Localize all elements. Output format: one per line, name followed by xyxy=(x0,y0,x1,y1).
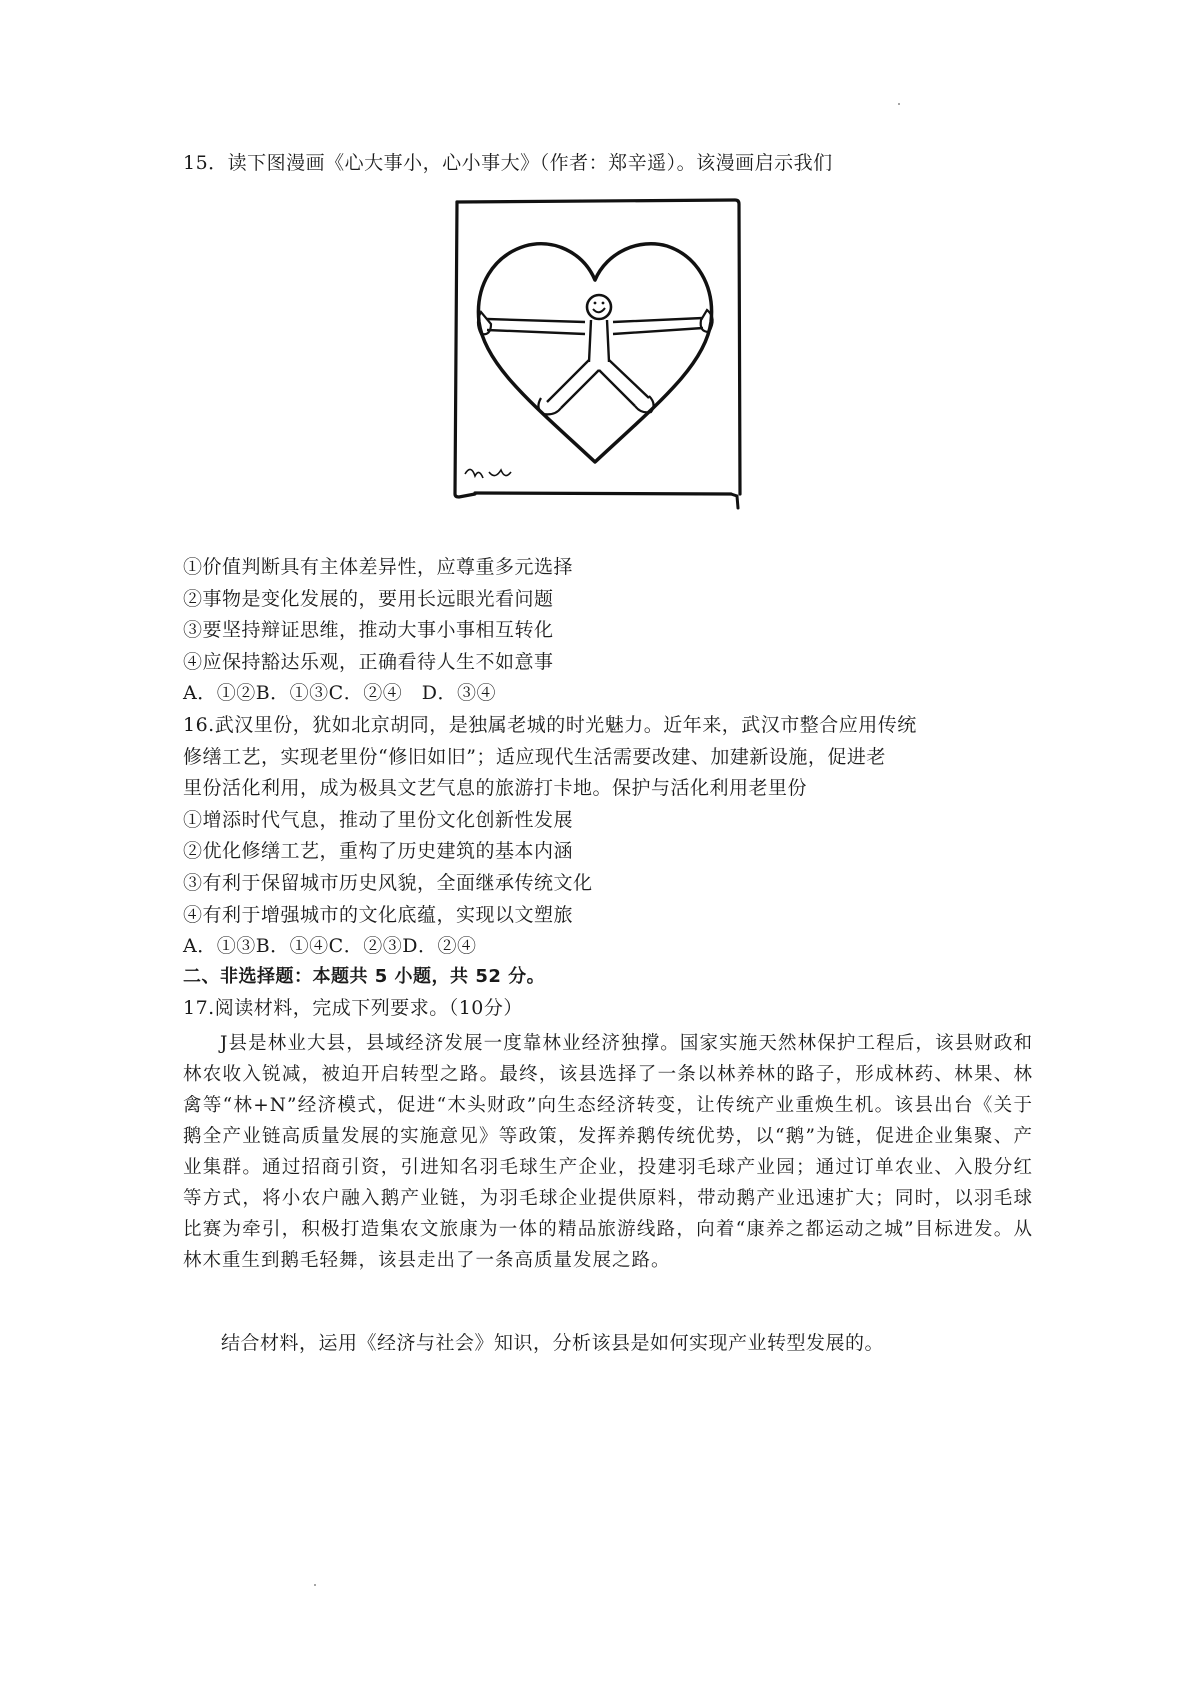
artist-signature xyxy=(465,469,511,478)
q16-stem-line-1: 16.武汉里份，犹如北京胡同，是独属老城的时光魅力。近年来，武汉市整合应用传统 xyxy=(183,714,917,736)
q17-stem: 17.阅读材料，完成下列要求。（10分） xyxy=(183,997,523,1019)
figure-torso xyxy=(589,320,609,362)
q15-option-3: ③要坚持辩证思维，推动大事小事相互转化 xyxy=(183,619,554,641)
figure-right-arm xyxy=(613,318,703,334)
figure-right-leg xyxy=(599,360,649,406)
q17-material xyxy=(183,1028,1033,1276)
cartoon-heart-figure xyxy=(435,194,755,512)
figure-left-arm xyxy=(487,319,585,334)
cartoon-frame-left xyxy=(455,202,475,497)
speck-mark xyxy=(898,103,900,105)
heart-outline xyxy=(478,244,711,462)
speck-mark-bottom xyxy=(314,1584,316,1586)
figure-smile xyxy=(593,308,605,312)
figure-left-leg xyxy=(547,360,599,408)
q17-material-text: J县是林业大县，县域经济发展一度靠林业经济独撑。国家实施天然林保护工程后，该县财政和林农收入锐减，被迫开启转型之路。最终，该县选择了一条以林养林的路子，形成林药、林果、林禽等“林+N”经济模式，促进“木头财政”向生态经济转变，让传统产业重焕生机。该县出台《关于鹅全产业链高质量发展的实施意见》等政策，发挥养鹅传统优势，以“鹅”为链，促进企业集聚、产业集群。通过招商引资，引进知名羽毛球生产企业，投建羽毛球产业园；通过订单农业、入股分红等方式，将小农户融入鹅产业链，为羽毛球企业提供原料，带动鹅产业迅速扩大；同时，以羽毛球比赛为牵引，积极打造集农文旅康为一体的精品旅游线路，向着“康养之都运动之城”目标进发。从林木重生到鹅毛轻舞，该县走出了一条高质量发展之路。 xyxy=(183,1033,1033,1271)
q15-option-2: ②事物是变化发展的，要用长远眼光看问题 xyxy=(183,588,554,610)
figure-eye-right xyxy=(602,302,605,305)
q16-option-2: ②优化修缮工艺，重构了历史建筑的基本内涵 xyxy=(183,840,574,862)
q16-stem-line-2: 修缮工艺，实现老里份“修旧如旧”；适应现代生活需要改建、加建新设施，促进老 xyxy=(183,746,886,768)
cartoon-frame-corner xyxy=(731,494,738,508)
cartoon-frame xyxy=(457,200,740,494)
q15-answer-choices: A．①②B．①③C．②④ D．③④ xyxy=(183,682,496,704)
q15-stem: 15．读下图漫画《心大事小，心小事大》（作者：郑辛遥）。该漫画启示我们 xyxy=(183,152,833,174)
q15-option-1: ①价值判断具有主体差异性，应尊重多元选择 xyxy=(183,556,574,578)
q16-stem-line-3: 里份活化利用，成为极具文艺气息的旅游打卡地。保护与活化利用老里份 xyxy=(183,777,808,799)
q16-option-1: ①增添时代气息，推动了里份文化创新性发展 xyxy=(183,809,574,831)
q16-answer-choices: A．①③B．①④C．②③D．②④ xyxy=(183,935,477,957)
q17-task: 结合材料，运用《经济与社会》知识，分析该县是如何实现产业转型发展的。 xyxy=(221,1332,885,1354)
q16-option-4: ④有利于增强城市的文化底蕴，实现以文塑旅 xyxy=(183,904,574,926)
q16-option-3: ③有利于保留城市历史风貌，全面继承传统文化 xyxy=(183,872,593,894)
figure-head xyxy=(587,295,611,319)
figure-eye-left xyxy=(594,302,597,305)
q15-option-4: ④应保持豁达乐观，正确看待人生不如意事 xyxy=(183,651,554,673)
cartoon-drawing xyxy=(435,194,755,512)
section-heading: 二、非选择题：本题共 5 小题，共 52 分。 xyxy=(183,966,546,987)
